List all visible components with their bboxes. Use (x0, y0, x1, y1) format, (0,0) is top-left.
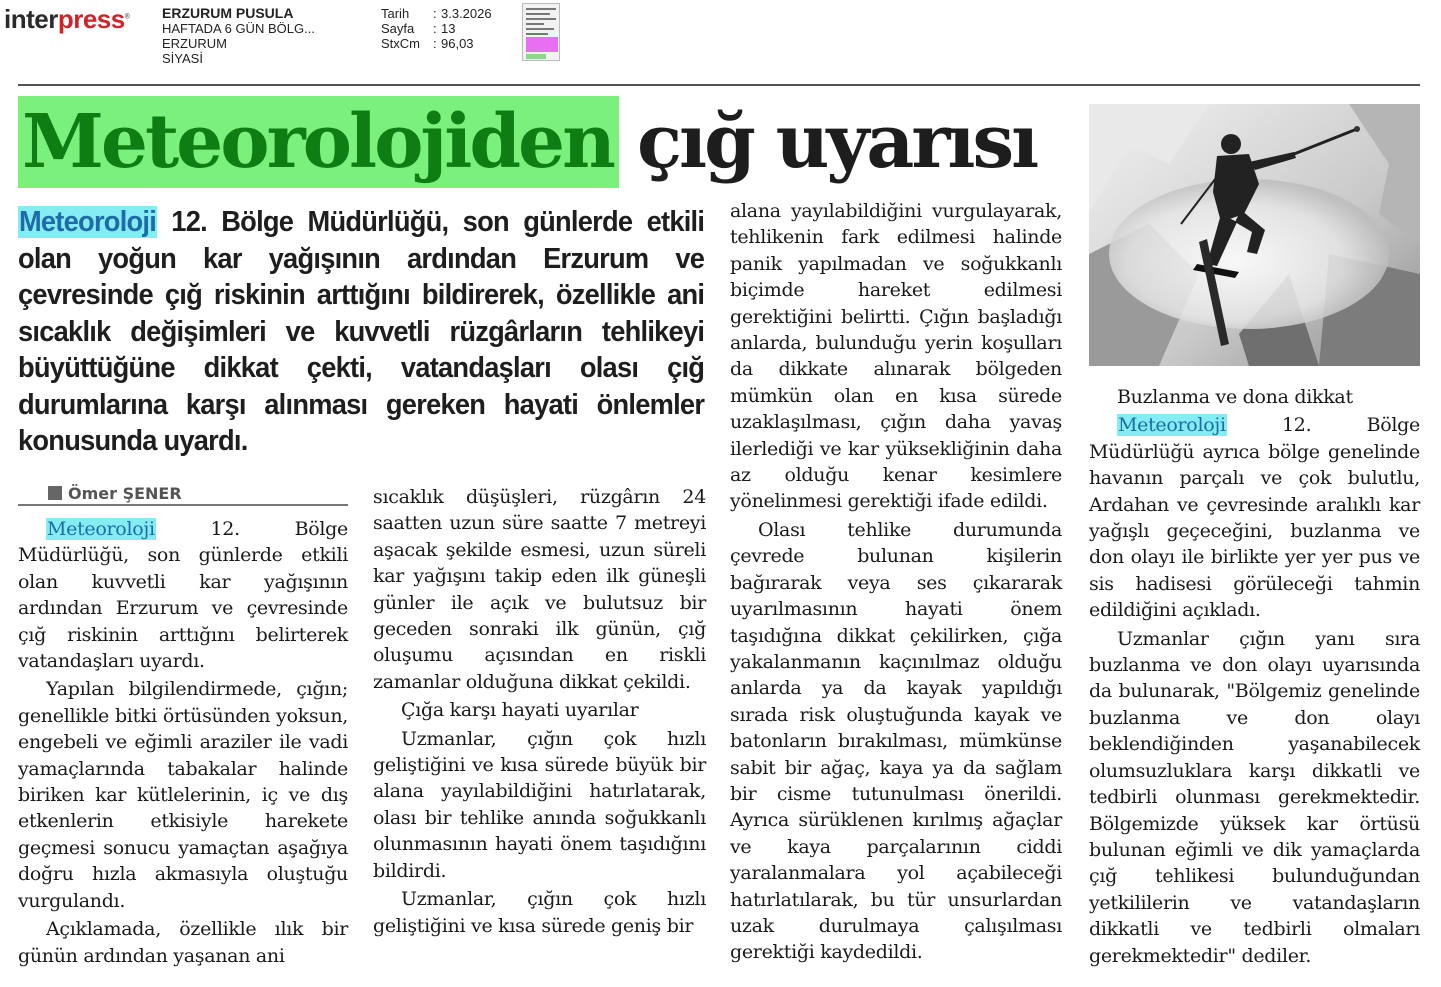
lead-keyword-highlight: Meteoroloji (18, 206, 157, 238)
article-paragraph-6: Olası tehlike durumunda çevrede bulunan kişilerin bağırarak veya ses çıkararak uyarılmasının hayati önem taşıdığına dikkat çekilirken, çığa yakalanmanın kaçınılmaz olduğu anlarda ya da kayak yapıldığı sırada risk oluştuğunda kayak ve batonların bırakılması, mümkünse sabit bir ağaç, kaya ya da sağlam bir cisme tutunulması önerildi. Ayrıca sürüklenen kırılmış ağaçlar ve kaya parçalarının ciddi yaralanmalara yol açabileceği hatırlatılarak, bu tür unsurlardan uzak durulmaya çalışılması gerektiği kaydedildi. (730, 518, 1062, 964)
stxcm-label: StxCm (381, 36, 420, 51)
interpress-logo: interpress® (4, 4, 130, 34)
stxcm-value: 96,03 (441, 36, 474, 51)
date-value: 3.3.2026 (441, 6, 492, 21)
article-paragraph-3: Açıklamada, özellikle ılık bir günün ardından yaşanan ani (18, 918, 348, 967)
headline-rest: çığ uyarısı (636, 99, 1037, 185)
publication-city: ERZURUM (162, 36, 227, 51)
article-paragraph-1 (18, 516, 348, 674)
subheading-icing-frost: Buzlanma ve dona dikkat (1117, 386, 1353, 408)
page-value: 13 (441, 21, 456, 36)
clipping-fields: Tarih : 3.3.2026 Sayfa : 13 StxCm : 96,03 (381, 6, 492, 51)
date-label: Tarih (381, 6, 410, 21)
article-keyword-highlight-2: Meteoroloji (1118, 414, 1226, 437)
article-paragraph-5: Uzmanlar, çığın çok hızlı geliştiğini ve kısa sürede geniş bir (373, 888, 706, 937)
article-paragraph-2: Yapılan bilgilendirmede, çığın; genellikle bitki örtüsünden yoksun, engebeli ve eğimli araziler ile vadi yamaçlarında tabakalar halinde biriken kar kütlelerinin, iç ve dış etkenlerin etkisiyle harekete geçmesi sonucu yamaçtan aşağıya doğru hızla akmasıyla oluştuğu vurgulandı. (18, 678, 348, 912)
publication-info (162, 6, 352, 66)
article-paragraph-1-text: 12. Bölge Müdürlüğü, son günlerde etkili olan kuvvetli kar yağışının ardından Erzurum ve çevresinde çığ riskinin arttığını belirterek vatandaşları uyardı. (18, 518, 348, 673)
header-divider (18, 84, 1420, 86)
byline-author: Ömer ŞENER (68, 484, 182, 503)
article-column-2 (373, 484, 706, 941)
article-column-4 (1089, 384, 1420, 971)
article-paragraph-7 (1089, 412, 1420, 623)
publication-name: ERZURUM PUSULA (162, 6, 294, 21)
logo-inter-text: inter (4, 4, 58, 34)
logo-press-text: press (57, 4, 125, 34)
skier-photo (1089, 104, 1420, 366)
article-keyword-highlight: Meteoroloji (47, 518, 155, 540)
page-label: Sayfa (381, 21, 415, 36)
byline-divider (18, 504, 348, 506)
headline-highlighted: Meteorolojiden (18, 96, 619, 188)
article-paragraph-7-text: 12. Bölge Müdürlüğü ayrıca bölge genelinde havanın parçalı ve çok bulutlu, Ardahan ve çevresinde aralıklı kar yağışlı geçeceğini, buzlanma ve don olayı ile birlikte yer yer pus ve sis hadisesi görüleceği tahmin edildiğini açıkladı. (1089, 414, 1420, 622)
byline-square-icon (48, 486, 62, 500)
publication-category: SİYASİ (162, 51, 203, 66)
article-column-1 (18, 516, 348, 971)
article-paragraph-8: Uzmanlar çığın yanı sıra buzlanma ve don olayı uyarısında da bulunarak, "Bölgemiz genelinde buzlanma ve don olayı beklendiğinden yaşanabilecek olumsuzluklara karşı dikkatli ve tedbirli olunması gerekmektedir. Bölgemizde yüksek kar örtüsü bulunan eğimli ve dik yamaçlarda çığ tehlikesi bulunduğundan yetkililerin ve vatandaşların dikkatli ve tedbirli olmaları gerekmektedir" dediler. (1089, 627, 1420, 967)
subheading-avalanche-warnings: Çığa karşı hayati uyarılar (401, 699, 639, 722)
page-thumbnail[interactable] (522, 3, 560, 61)
article-column-3 (730, 198, 1062, 968)
headline (18, 96, 1036, 192)
byline (48, 484, 182, 503)
article-paragraph-3-continued: sıcaklık düşüşleri, rüzgârın 24 saatten uzun süre saatte 7 metreyi aşacak şekilde esmesi, uzun süreli kar yağışını takip eden ilk güneşli günler ile açık ve bulutsuz bir geceden sonraki ilk günün, çığ oluşumu açısından en riskli zamanlar olduğuna dikkat çekildi. (373, 486, 706, 693)
article-paragraph-5-continued: alana yayılabildiğini vurgulayarak, tehlikenin fark edilmesi halinde panik yapılmadan ve soğukkanlı biçimde hareket edilmesi gerektiğini belirtti. Çığın başladığı anlarda, bulunduğu yerin koşulları da dikkate alınarak bölgeden mümkün olan en kısa sürede uzaklaşılması, çığın daha yavaş ilerlediği ve kar yüksekliğinin daha az olduğu kenar kesimlere yönelinmesi gerektiği ifade edildi. (730, 200, 1062, 513)
article-paragraph-4: Uzmanlar, çığın çok hızlı geliştiğini ve kısa sürede büyük bir alana yayılabildiğini hatırlatarak, olası bir tehlike anında soğukkanlı olunmasının hayati önem taşıdığını bildirdi. (373, 727, 706, 882)
lead-paragraph (18, 204, 704, 460)
publication-frequency: HAFTADA 6 GÜN BÖLG... (162, 21, 315, 36)
skier-icon (1089, 104, 1420, 366)
lead-text: 12. Bölge Müdürlüğü, son günlerde etkili olan yoğun kar yağışının ardından Erzurum ve çevresinde çığ riskinin arttığını bildirerek, özellikle ani sıcaklık değişimleri ve kuvvetli rüzgârların tehlikeyi büyüttüğüne dikkat çekti, vatandaşları olası çığ durumlarına karşı alınması gereken hayati önlemler konusunda uyardı. (18, 206, 705, 457)
